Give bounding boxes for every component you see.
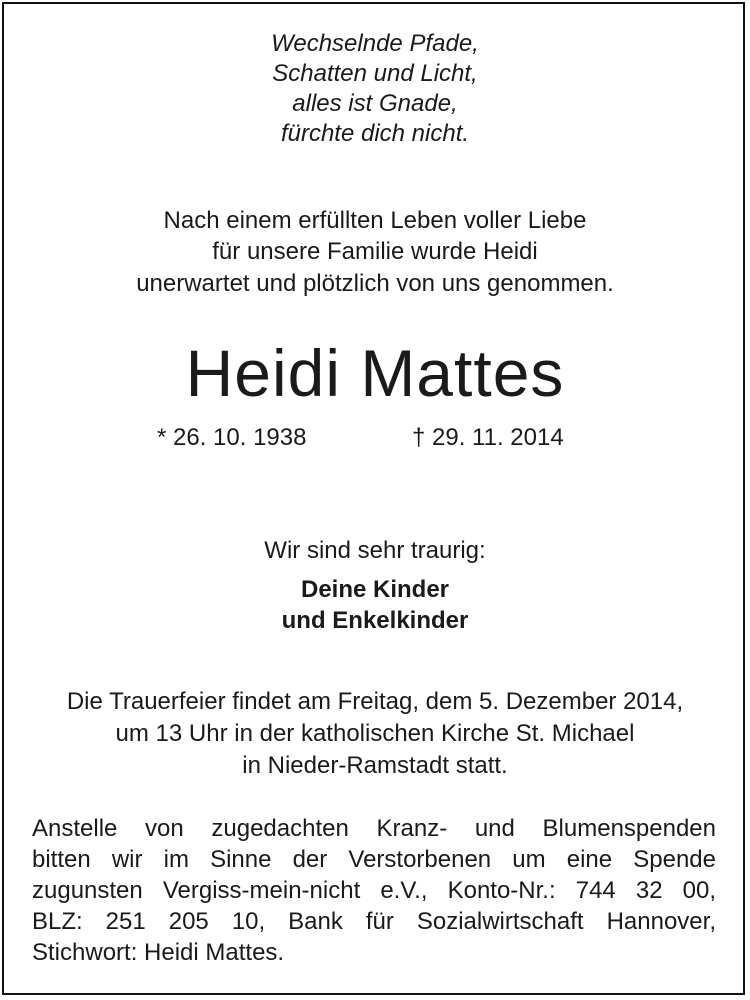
donation-line: Stichwort: Heidi Mattes. — [32, 939, 285, 966]
mourner-name: und Enkelkinder — [281, 607, 469, 634]
death-date: † 29. 11. 2014 — [412, 424, 564, 451]
poem-line: alles ist Gnade, — [292, 90, 458, 117]
funeral-line: Die Trauerfeier findet am Freitag, dem 5. Dezember 2014, — [66, 688, 684, 715]
donation-paragraph — [32, 813, 716, 968]
donation-line: Anstelle von zugedachten Kranz- und Blumenspenden — [32, 815, 716, 842]
intro-line: unerwartet und plötzlich von uns genommen. — [136, 270, 614, 297]
donation-line: BLZ: 251 205 10, Bank für Sozialwirtschaft Hannover, — [32, 908, 716, 935]
mourner-name: Deine Kinder — [300, 576, 450, 603]
funeral-line: um 13 Uhr in der katholischen Kirche St. Michael — [115, 720, 635, 747]
poem-line: Wechselnde Pfade, — [271, 30, 479, 57]
funeral-line: in Nieder-Ramstadt statt. — [242, 752, 508, 779]
donation-line: bitten wir im Sinne der Verstorbenen um eine Spende — [32, 846, 716, 873]
deceased-name: Heidi Mattes — [185, 336, 565, 410]
donation-line: zugunsten Vergiss-mein-nicht e.V., Konto-Nr.: 744 32 00, — [32, 877, 716, 904]
poem-line: fürchte dich nicht. — [280, 120, 470, 147]
birth-date: * 26. 10. 1938 — [157, 424, 307, 451]
mourners-intro: Wir sind sehr traurig: — [264, 537, 486, 564]
poem-line: Schatten und Licht, — [272, 60, 478, 87]
intro-line: für unsere Familie wurde Heidi — [212, 238, 538, 265]
intro-line: Nach einem erfüllten Leben voller Liebe — [163, 207, 587, 234]
